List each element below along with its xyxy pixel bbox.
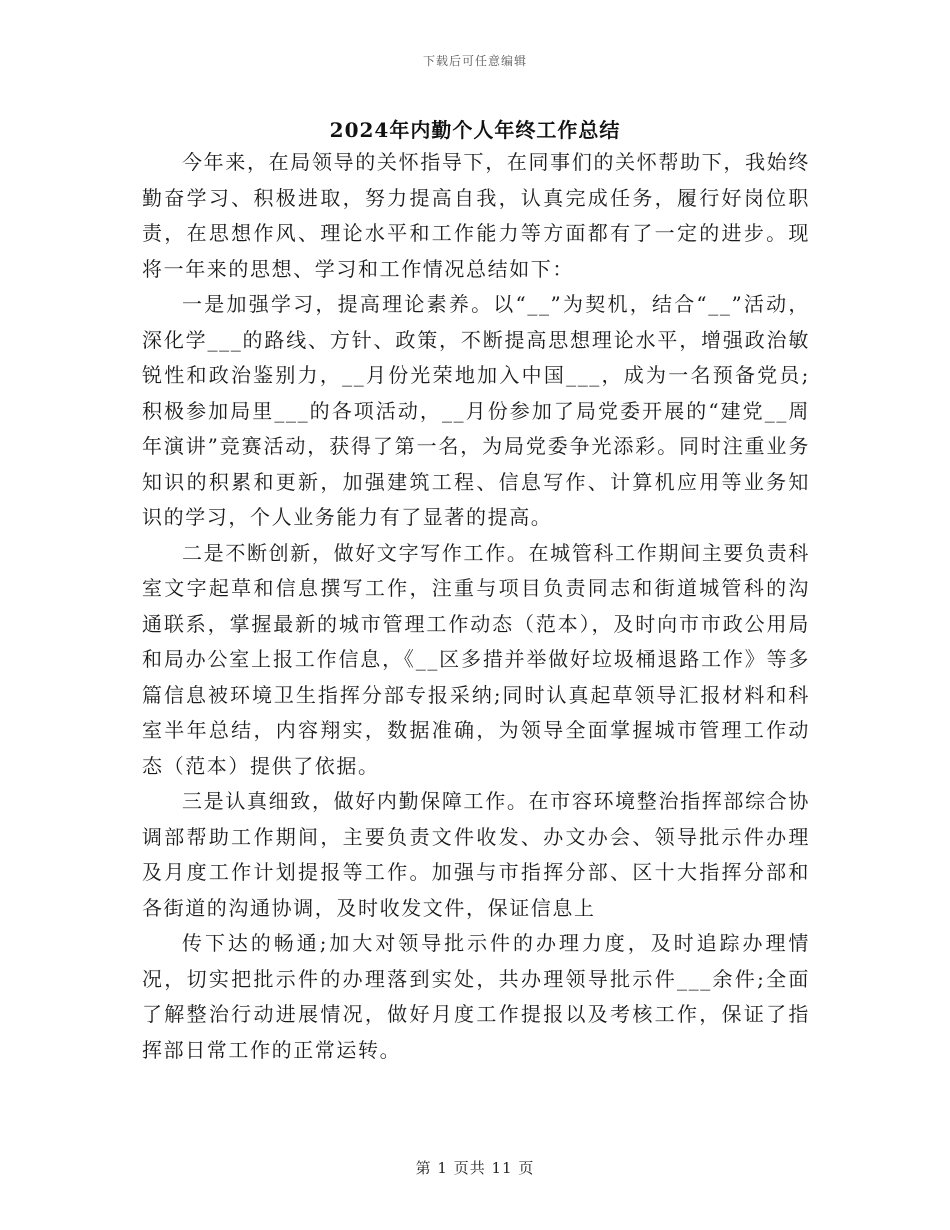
paragraph-office-support-continued: 传下达的畅通;加大对领导批示件的办理力度，及时追踪办理情况，切实把批示件的办理落到实处，共办理领导批示件___余件;全面了解整治行动进展情况，做好月度工作提报以及考核工作，保证了指挥部日常工作的正常运转。 [142,931,810,1062]
page-header-note: 下载后可任意编辑 [422,54,527,68]
paragraph-office-support: 三是认真细致，做好内勤保障工作。在市容环境整治指挥部综合协调部帮助工作期间，主要负责文件收发、办文办会、领导批示件办理及月度工作计划提报等工作。加强与市指挥分部、区十大指挥分部和各街道的沟通协调，及时收发文件，保证信息上 [142,789,810,920]
paragraph-writing: 二是不断创新，做好文字写作工作。在城管科工作期间主要负责科室文字起草和信息撰写工作，注重与项目负责同志和街道城管科的沟通联系，掌握最新的城市管理工作动态（范本），及时向市市政公用局和局办公室上报工作信息，《__区多措并举做好垃圾桶退路工作》等多篇信息被环境卫生指挥分部专报采纳;同时认真起草领导汇报材料和科室半年总结，内容翔实，数据准确，为领导全面掌握城市管理工作动态（范本）提供了依据。 [142,540,810,778]
page-number-footer: 第 1 页共 11 页 [415,1159,535,1177]
paragraph-intro: 今年来，在局领导的关怀指导下，在同事们的关怀帮助下，我始终勤奋学习、积极进取，努力提高自我，认真完成任务，履行好岗位职责，在思想作风、理论水平和工作能力等方面都有了一定的进步。现将一年来的思想、学习和工作情况总结如下： [142,150,810,281]
document-title: 2024年内勤个人年终工作总结 [329,118,621,142]
document-body [142,145,810,1068]
paragraph-study: 一是加强学习，提高理论素养。以“__”为契机，结合“__”活动，深化学___的路线、方针、政策，不断提高思想理论水平，增强政治敏锐性和政治鉴别力，__月份光荣地加入中国___，成为一名预备党员;积极参加局里___的各项活动，__月份参加了局党委开展的“建党__周年演讲”竞赛活动，获得了第一名，为局党委争光添彩。同时注重业务知识的积累和更新，加强建筑工程、信息写作、计算机应用等业务知识的学习，个人业务能力有了显著的提高。 [142,292,810,529]
